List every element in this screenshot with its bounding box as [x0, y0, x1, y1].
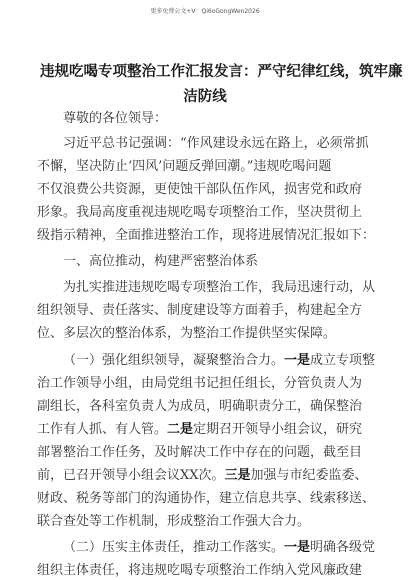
- paragraph-line: 级指示精神，全面推进整治工作，现将进展情况汇报如下：: [37, 228, 376, 243]
- paragraph-line: 不懈，坚决防止‘四风’问题反弹回潮。”违规吃喝问题: [37, 159, 332, 174]
- paragraph-line: 不仅浪费公共资源，更使蚀干部队伍作风，损害党和政府: [37, 182, 363, 197]
- paragraph-line: [37, 422, 362, 438]
- subsection-heading: （二）压实主体责任，推动工作落实。: [63, 540, 285, 555]
- item-marker: 二是: [167, 422, 194, 437]
- paragraph-line: 联合查处等工作机制，形成整治工作强大合力。: [37, 514, 311, 529]
- text-run: 前，已召开领导小组会议XX次。: [37, 468, 225, 483]
- paragraph-line: [37, 468, 368, 484]
- paragraph-line: 治工作领导小组，由局党组书记担任组长，分管负责人为: [37, 376, 363, 391]
- text-run: 明确各级党: [310, 540, 376, 555]
- text-run: 成立专项整: [310, 353, 376, 368]
- item-marker: 一是: [284, 540, 311, 555]
- paragraph-line: 财政、税务等部门的沟通协作，建立信息共享、线索移送、: [37, 491, 376, 506]
- paragraph-line: 组织主体责任，将违规吃喝专项整治工作纳入党风廉政建: [37, 563, 363, 578]
- document-title: 违规吃喝专项整治工作汇报发言：严守纪律红线，筑牢廉: [40, 64, 403, 80]
- header-note: 更多免费公文+V：Qi6oGongWen2026: [150, 8, 260, 15]
- item-marker: 三是: [224, 468, 251, 483]
- document-title-continued: 洁防线: [183, 89, 227, 105]
- salutation: 尊敬的各位领导：: [63, 111, 168, 126]
- item-marker: 一是: [284, 353, 311, 368]
- text-run: 加强与市纪委监委、: [250, 468, 368, 483]
- paragraph-line: [63, 540, 375, 556]
- paragraph-line: 为扎实推进违规吃喝专项整治工作，我局迅速行动，从: [63, 280, 376, 295]
- paragraph-line: 副组长，各科室负责人为成员，明确职责分工，确保整治: [37, 399, 363, 414]
- paragraph-line: 位、多层次的整治体系，为整治工作提供坚实保障。: [37, 326, 337, 341]
- subsection-heading: （一）强化组织领导，凝聚整治合力。: [63, 353, 285, 368]
- paragraph-line: [63, 353, 375, 369]
- paragraph-line: 组织领导、责任落实、制度建设等方面着手，构建起全方: [37, 303, 363, 318]
- text-run: 定期召开领导小组会议，研究: [193, 422, 363, 437]
- section-heading: 一、高位推动，构建严密整治体系: [63, 254, 259, 269]
- paragraph-line: 部署整治工作任务，及时解决工作中存在的问题，截至目: [37, 445, 363, 460]
- paragraph-line: 习近平总书记强调：“作风建设永远在路上，必须常抓: [63, 136, 369, 151]
- paragraph-line: 形象。我局高度重视违规吃喝专项整治工作，坚决贯彻上: [37, 205, 363, 220]
- text-run: 工作有人抓、有人管。: [37, 422, 168, 437]
